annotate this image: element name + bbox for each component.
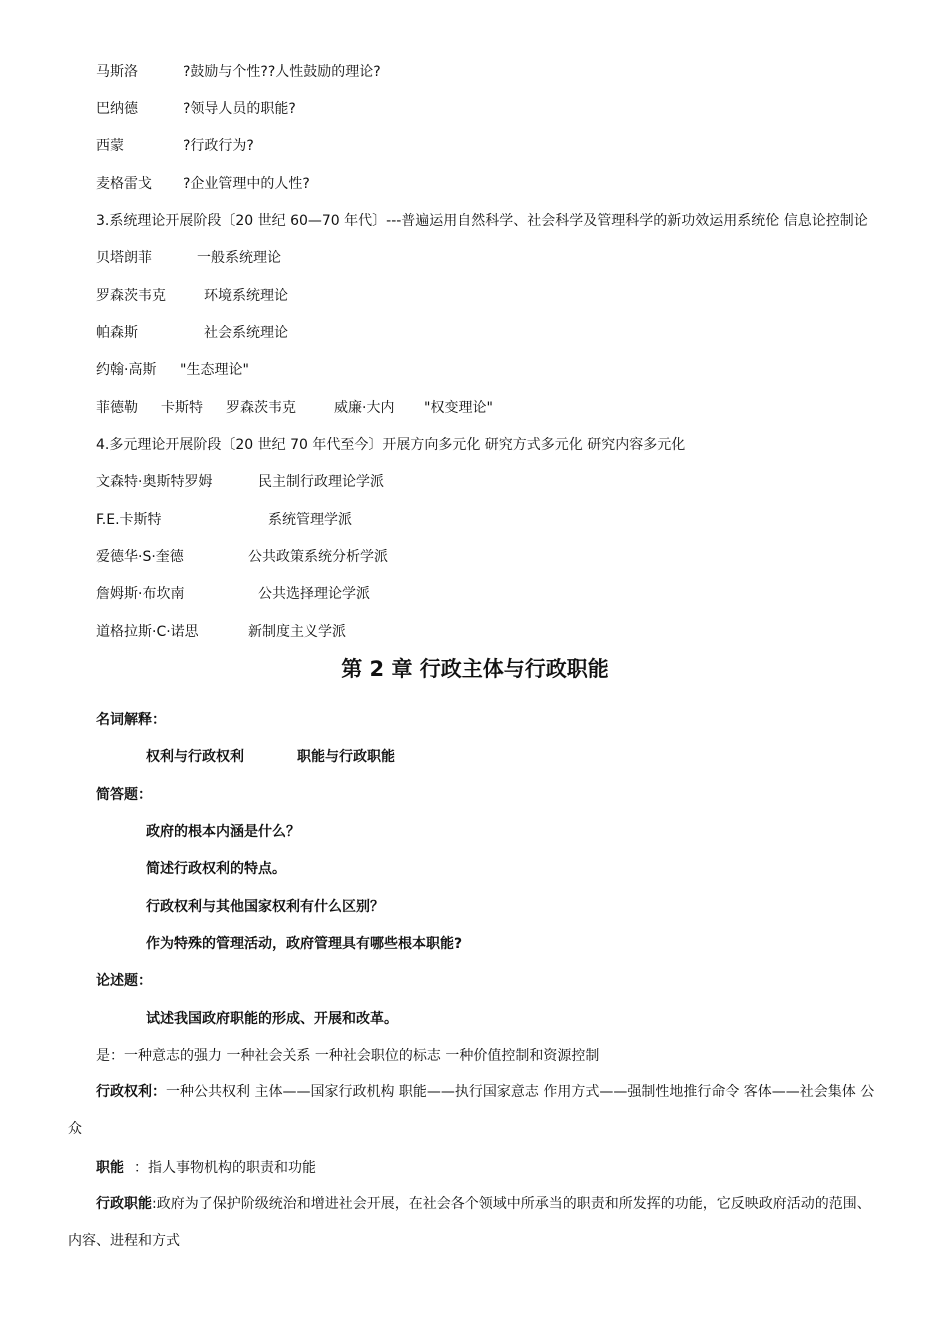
school-name: 民主制行政理论学派 — [258, 474, 384, 490]
section-heading-3: 3.系统理论开展阶段〔20 世纪 60—70 年代〕---普遍运用自然科学、社会科学及管理科学的新功效运用系统伦 信息论控制论 — [96, 213, 868, 229]
theorist-name: 道格拉斯·C·诺思 — [96, 624, 199, 640]
theorist-work: ?企业管理中的人性? — [183, 176, 310, 192]
theorist-name: 詹姆斯·布坎南 — [96, 586, 185, 602]
admin-function-term: 行政职能 — [96, 1196, 152, 1212]
theorist-name: 贝塔朗菲 — [96, 250, 152, 266]
theorist-name: 巴纳德 — [96, 101, 138, 117]
theorist-name: 麦格雷戈 — [96, 176, 152, 192]
theorist-name: 罗森茨韦克 — [96, 288, 166, 304]
function-term: 职能 — [96, 1160, 124, 1176]
theorist-work: ?鼓励与个性??人性鼓励的理论? — [183, 64, 381, 80]
theory-name: 社会系统理论 — [204, 325, 288, 341]
theorist-name: 马斯洛 — [96, 64, 138, 80]
admin-function-paragraph — [68, 1186, 883, 1260]
short-question: 行政权利与其他国家权利有什么区别？ — [146, 899, 384, 915]
theorist-name: 文森特·奥斯特罗姆 — [96, 474, 213, 490]
terms-label: 名词解释： — [96, 712, 166, 728]
power-definition: 是：一种意志的强力 一种社会关系 一种社会职位的标志 一种价值控制和资源控制 — [96, 1048, 600, 1064]
theorist-name: F.E.卡斯特 — [96, 512, 162, 528]
theorist-work: ?领导人员的职能? — [183, 101, 296, 117]
function-text: ：指人事物机构的职责和功能 — [134, 1160, 316, 1176]
term-item: 职能与行政职能 — [297, 749, 395, 765]
theorist-name: 西蒙 — [96, 138, 124, 154]
section-heading-4: 4.多元理论开展阶段〔20 世纪 70 年代至今〕开展方向多元化 研究方式多元化 研究内容多元化 — [96, 437, 686, 453]
function-paragraph — [96, 1158, 316, 1178]
essay-question: 试述我国政府职能的形成、开展和改革。 — [146, 1011, 398, 1027]
short-question: 作为特殊的管理活动，政府管理具有哪些根本职能? — [146, 936, 463, 952]
short-answer-label: 简答题： — [96, 787, 152, 803]
term-item: 权利与行政权利 — [146, 749, 244, 765]
school-name: 公共政策系统分析学派 — [248, 549, 388, 565]
school-name: 系统管理学派 — [268, 512, 352, 528]
admin-function-text: :政府为了保护阶级统治和增进社会开展，在社会各个领域中所承当的职责和所发挥的功能，它反映政府活动的范围、内容、进程和方式 — [68, 1196, 871, 1249]
short-question: 简述行政权利的特点。 — [146, 861, 286, 877]
short-question: 政府的根本内涵是什么？ — [146, 824, 300, 840]
school-name: 新制度主义学派 — [248, 624, 346, 640]
theorist-name: 罗森茨韦克 — [226, 400, 296, 416]
admin-power-paragraph — [68, 1074, 883, 1148]
theorist-name: 约翰·高斯 — [96, 362, 157, 378]
theory-name: "权变理论" — [424, 400, 493, 416]
school-name: 公共选择理论学派 — [258, 586, 370, 602]
chapter-title: 第 2 章 行政主体与行政职能 — [341, 657, 609, 681]
theory-name: 一般系统理论 — [197, 250, 281, 266]
theorist-work: ?行政行为? — [183, 138, 254, 154]
theorist-name: 帕森斯 — [96, 325, 138, 341]
theorist-name: 卡斯特 — [161, 400, 203, 416]
theorist-name: 威廉·大内 — [334, 400, 395, 416]
theory-name: 环境系统理论 — [204, 288, 288, 304]
essay-label: 论述题： — [96, 973, 152, 989]
admin-power-text: 一种公共权利 主体——国家行政机构 职能——执行国家意志 作用方式——强制性地推行命令 客体——社会集体 公众 — [68, 1084, 875, 1137]
admin-power-term: 行政权利： — [96, 1084, 166, 1100]
theory-name: "生态理论" — [180, 362, 249, 378]
theorist-name: 爱德华·S·奎德 — [96, 549, 184, 565]
theorist-name: 菲德勒 — [96, 400, 138, 416]
